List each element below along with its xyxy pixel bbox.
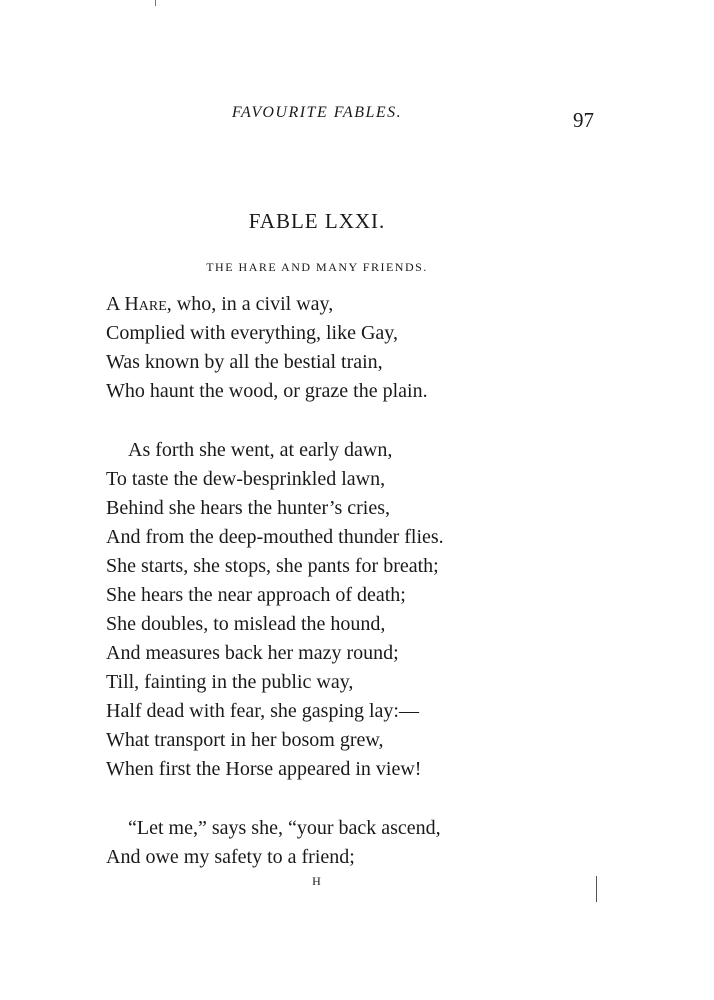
verse-line: And measures back her mazy round;	[106, 642, 399, 664]
verse-line: Who haunt the wood, or graze the plain.	[106, 380, 428, 402]
running-head-title: FAVOURITE FABLES.	[231, 104, 403, 121]
verse-line: To taste the dew-besprinkled lawn,	[106, 468, 386, 490]
verse-line: And owe my safety to a friend;	[106, 846, 355, 868]
verse-line: When first the Horse appeared in view!	[106, 758, 422, 780]
poem-body	[106, 290, 526, 872]
initial-letter: A	[106, 293, 120, 315]
stanza-1	[106, 290, 526, 406]
verse-line: Till, fainting in the public way,	[106, 671, 354, 693]
verse-line: Complied with everything, like Gay,	[106, 322, 398, 344]
fable-subtitle: THE HARE AND MANY FRIENDS.	[206, 260, 428, 274]
first-word-smallcaps: Hare	[124, 293, 167, 315]
verse-line: Behind she hears the hunter’s cries,	[106, 497, 390, 519]
verse-line	[106, 290, 526, 319]
verse-line: Was known by all the bestial train,	[106, 351, 383, 373]
page-number: 97	[573, 108, 594, 132]
verse-line: “Let me,” says she, “your back ascend,	[128, 817, 441, 839]
fable-title: FABLE LXXI.	[248, 209, 386, 233]
verse-line: As forth she went, at early dawn,	[128, 439, 393, 461]
verse-line: And from the deep-mouthed thunder flies.	[106, 526, 444, 548]
verse-line: What transport in her bosom grew,	[106, 729, 384, 751]
margin-mark	[596, 876, 597, 902]
stanza-2	[106, 436, 526, 784]
first-line-rest: , who, in a civil way,	[166, 293, 334, 315]
verse-line: She starts, she stops, she pants for breath;	[106, 555, 439, 577]
verse-line: She hears the near approach of death;	[106, 584, 406, 606]
signature-mark: H	[312, 874, 322, 888]
verse-line: Half dead with fear, she gasping lay:—	[106, 700, 419, 722]
stanza-3	[106, 814, 526, 872]
verse-line: She doubles, to mislead the hound,	[106, 613, 386, 635]
margin-speck	[155, 0, 156, 6]
